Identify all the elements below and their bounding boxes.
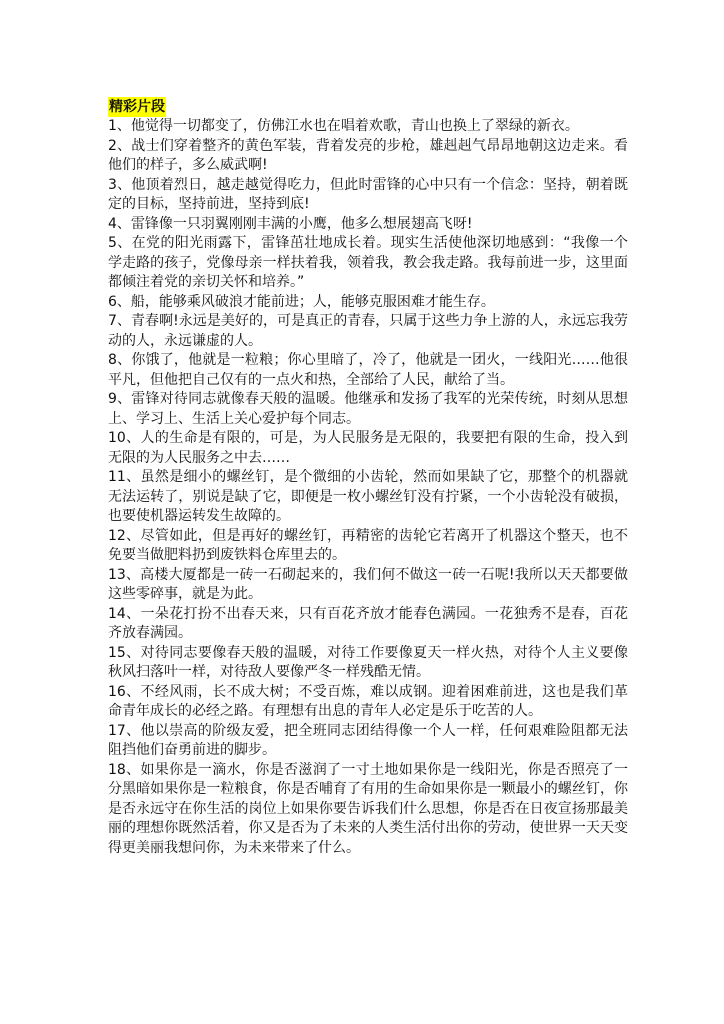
- paragraph-10: 10、人的生命是有限的，可是，为人民服务是无限的，我要把有限的生命，投入到无限的为人民服务之中去……: [108, 430, 628, 466]
- paragraph-16: 16、不经风雨，长不成大树；不受百炼，难以成钢。迎着困难前进，这也是我们革命青年成长的必经之路。有理想有出息的青年人必定是乐于吃苦的人。: [108, 683, 628, 719]
- paragraph-18: 18、如果你是一滴水，你是否滋润了一寸土地如果你是一线阳光，你是否照亮了一分黑暗如果你是一粒粮食，你是否哺育了有用的生命如果你是一颗最小的螺丝钉，你是否永远守在你生活的岗位上如果你要告诉我们什么思想，你是否在日夜宣扬那最美丽的理想你既然活着，你又是否为了未来的人类生活付出你的劳动，使世界一天天变得更美丽我想问你，为未来带来了什么。: [108, 761, 628, 856]
- paragraph-15: 15、对待同志要像春天般的温暖，对待工作要像夏天一样火热，对待个人主义要像秋风扫落叶一样，对待敌人要像严冬一样残酷无情。: [108, 644, 628, 680]
- document-page: [108, 96, 628, 858]
- paragraph-9: 9、雷锋对待同志就像春天般的温暖。他继承和发扬了我军的光荣传统，时刻从思想上、学习上、生活上关心爱护每个同志。: [108, 391, 628, 427]
- paragraph-4: 4、雷锋像一只羽翼刚刚丰满的小鹰，他多么想展翅高飞呀!: [108, 215, 473, 232]
- paragraph-5: 5、在党的阳光雨露下，雷锋茁壮地成长着。现实生活使他深切地感到：“我像一个学走路的孩子，党像母亲一样扶着我，领着我，教会我走路。我每前进一步，这里面都倾注着党的亲切关怀和培养。”: [108, 235, 628, 290]
- paragraph-11: 11、虽然是细小的螺丝钉，是个微细的小齿轮，然而如果缺了它，那整个的机器就无法运转了，别说是缺了它，即便是一枚小螺丝钉没有拧紧，一个小齿轮没有破损，也要使机器运转发生故障的。: [108, 469, 628, 524]
- paragraph-2: 2、战士们穿着整齐的黄色军装，背着发亮的步枪，雄赳赳气昂昂地朝这边走来。看他们的样子，多么威武啊!: [108, 137, 628, 173]
- paragraph-1: 1、他觉得一切都变了，仿佛江水也在唱着欢歌，青山也换上了翠绿的新衣。: [108, 118, 579, 134]
- paragraph-13: 13、高楼大厦都是一砖一石砌起来的，我们何不做这一砖一石呢!我所以天天都要做这些零碎事，就是为此。: [108, 566, 628, 602]
- paragraph-3: 3、他顶着烈日，越走越觉得吃力，但此时雷锋的心中只有一个信念：坚持，朝着既定的目标，坚持前进，坚持到底!: [108, 176, 628, 212]
- section-heading: 精彩片段: [109, 99, 165, 115]
- paragraph-12: 12、尽管如此，但是再好的螺丝钉，再精密的齿轮它若离开了机器这个整天，也不免要当做肥料扔到废铁料仓库里去的。: [108, 527, 628, 563]
- paragraph-6: 6、船，能够乘风破浪才能前进；人，能够克服困难才能生存。: [108, 293, 495, 310]
- paragraph-17: 17、他以崇高的阶级友爱，把全班同志团结得像一个人一样，任何艰难险阻都无法阻挡他们奋勇前进的脚步。: [108, 722, 628, 758]
- paragraph-8: 8、你饿了，他就是一粒粮；你心里暗了，冷了，他就是一团火，一线阳光……他很平凡，但他把自己仅有的一点火和热，全部给了人民，献给了当。: [108, 352, 628, 388]
- paragraph-14: 14、一朵花打扮不出春天来，只有百花齐放才能春色满园。一花独秀不是春，百花齐放春满园。: [108, 605, 628, 641]
- paragraph-7: 7、青春啊!永远是美好的，可是真正的青春，只属于这些力争上游的人，永远忘我劳动的人，永远谦虚的人。: [108, 313, 628, 349]
- paragraph-list: [108, 117, 628, 858]
